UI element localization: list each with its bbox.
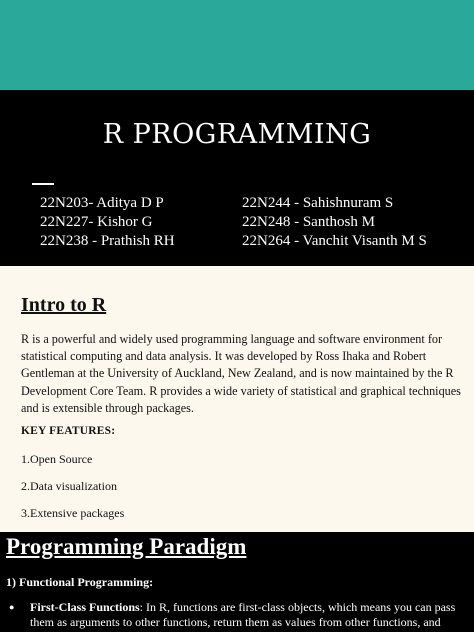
paradigm-subheading: 1) Functional Programming: [6, 575, 154, 589]
team-members-left [40, 194, 175, 251]
team-member: 22N248 - Santhosh M [242, 214, 375, 230]
key-features-heading: KEY FEATURES: [21, 425, 116, 437]
title-slide [0, 90, 474, 266]
feature-item: 1.Open Source [21, 452, 93, 466]
title-divider [32, 183, 54, 185]
bullet-dot-icon: ● [9, 602, 15, 612]
paradigm-slide [0, 532, 474, 632]
bullet-paragraph [30, 600, 468, 630]
bullet-description: : In R, functions are first-class objects, which means you can pass them as arguments to other functions, return them as values from other functions, and [30, 600, 456, 629]
team-member: 22N227- Kishor G [40, 214, 153, 230]
intro-heading: Intro to R [21, 294, 107, 316]
team-member: 22N264 - Vanchit Visanth M S [242, 233, 427, 249]
team-member: 22N238 - Prathish RH [40, 233, 175, 249]
team-member: 22N244 - Sahishnuram S [242, 195, 394, 211]
team-member: 22N203- Aditya D P [40, 195, 164, 211]
teal-header-band [0, 0, 474, 90]
intro-slide [0, 266, 474, 532]
paradigm-heading: Programming Paradigm [6, 534, 247, 559]
presentation-title: R PROGRAMMING [102, 119, 372, 150]
feature-item: 3.Extensive packages [21, 506, 125, 520]
intro-paragraph: R is a powerful and widely used programming language and software environment for statistical computing and data analysis. It was developed by Ross Ihaka and Robert Gentleman at the University of Auckland, New Zealand, and is now maintained by the R Development Core Team. R provides a wide variety of statistical and graphical techniques and is extensible through packages. [21, 332, 461, 415]
bullet-term: First-Class Functions [30, 600, 140, 614]
team-members-right [242, 194, 427, 251]
feature-item: 2.Data visualization [21, 479, 117, 493]
